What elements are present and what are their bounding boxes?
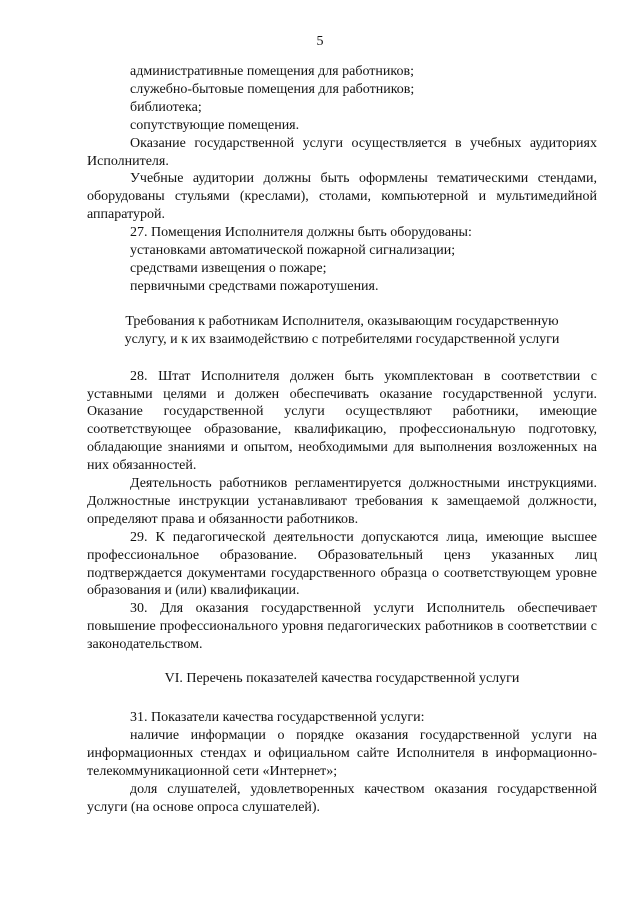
- paragraph-classrooms: Учебные аудитории должны быть оформлены тематическими стендами, оборудованы стульями (креслами), столами, компьютерной и мультимедийной аппаратурой.: [87, 171, 597, 223]
- list-item-auxiliary-rooms: сопутствующие помещения.: [130, 117, 300, 133]
- list-item-admin-rooms: административные помещения для работников;: [130, 64, 414, 79]
- list-item-fire-alarm: установками автоматической пожарной сигнализации;: [130, 243, 456, 259]
- paragraph-31-info: наличие информации о порядке оказания государственной услуги на информационных стендах и официальном сайте Исполнителя в информационно-телекоммуникационной сети «Интернет»;: [87, 727, 597, 779]
- page-number: 5: [316, 34, 324, 49]
- paragraph-29: 29. К педагогической деятельности допускаются лица, имеющие высшее профессиональное образование. Образовательный ценз указанных лиц подтверждается документами государственного образца о соответствующем уровне образования и (или) квалификации.: [87, 529, 597, 599]
- list-item-service-rooms: служебно-бытовые помещения для работников;: [130, 81, 415, 97]
- section-heading-quality: VI. Перечень показателей качества государственной услуги: [164, 671, 520, 687]
- section-heading-staff: Требования к работникам Исполнителя, оказывающим государственную услугу, и к их взаимодействию с потребителями государственной услуги: [124, 313, 560, 347]
- page-body: [87, 63, 597, 816]
- paragraph-28: 28. Штат Исполнителя должен быть укомплектован в соответствии с уставными целями и должен обеспечивать оказание государственной услуги. Оказание государственной услуги осуществляют работники, имеющие соответствующее образование, квалификацию, профессиональную подготовку, обладающие знаниями и опытом, необходимыми для выполнения возложенных на них обязанностей.: [87, 368, 597, 474]
- paragraph-31-share: доля слушателей, удовлетворенных качеством оказания государственной услуги (на основе опроса слушателей).: [87, 781, 597, 815]
- paragraph-activity: Деятельность работников регламентируется должностными инструкциями. Должностные инструкции устанавливают требования к замещаемой должности, определяют права и обязанности работников.: [87, 476, 597, 527]
- list-item-library: библиотека;: [130, 99, 202, 115]
- list-item-fire-notice: средствами извещения о пожаре;: [130, 260, 327, 276]
- paragraph-31: 31. Показатели качества государственной услуги:: [130, 710, 425, 725]
- paragraph-27: 27. Помещения Исполнителя должны быть оборудованы:: [130, 225, 472, 241]
- paragraph-30: 30. Для оказания государственной услуги Исполнитель обеспечивает повышение профессионального уровня педагогических работников в соответствии с законодательством.: [87, 601, 597, 653]
- list-item-fire-extinguishing: первичными средствами пожаротушения.: [130, 278, 379, 294]
- paragraph-classes: Оказание государственной услуги осуществляется в учебных аудиториях Исполнителя.: [87, 135, 597, 169]
